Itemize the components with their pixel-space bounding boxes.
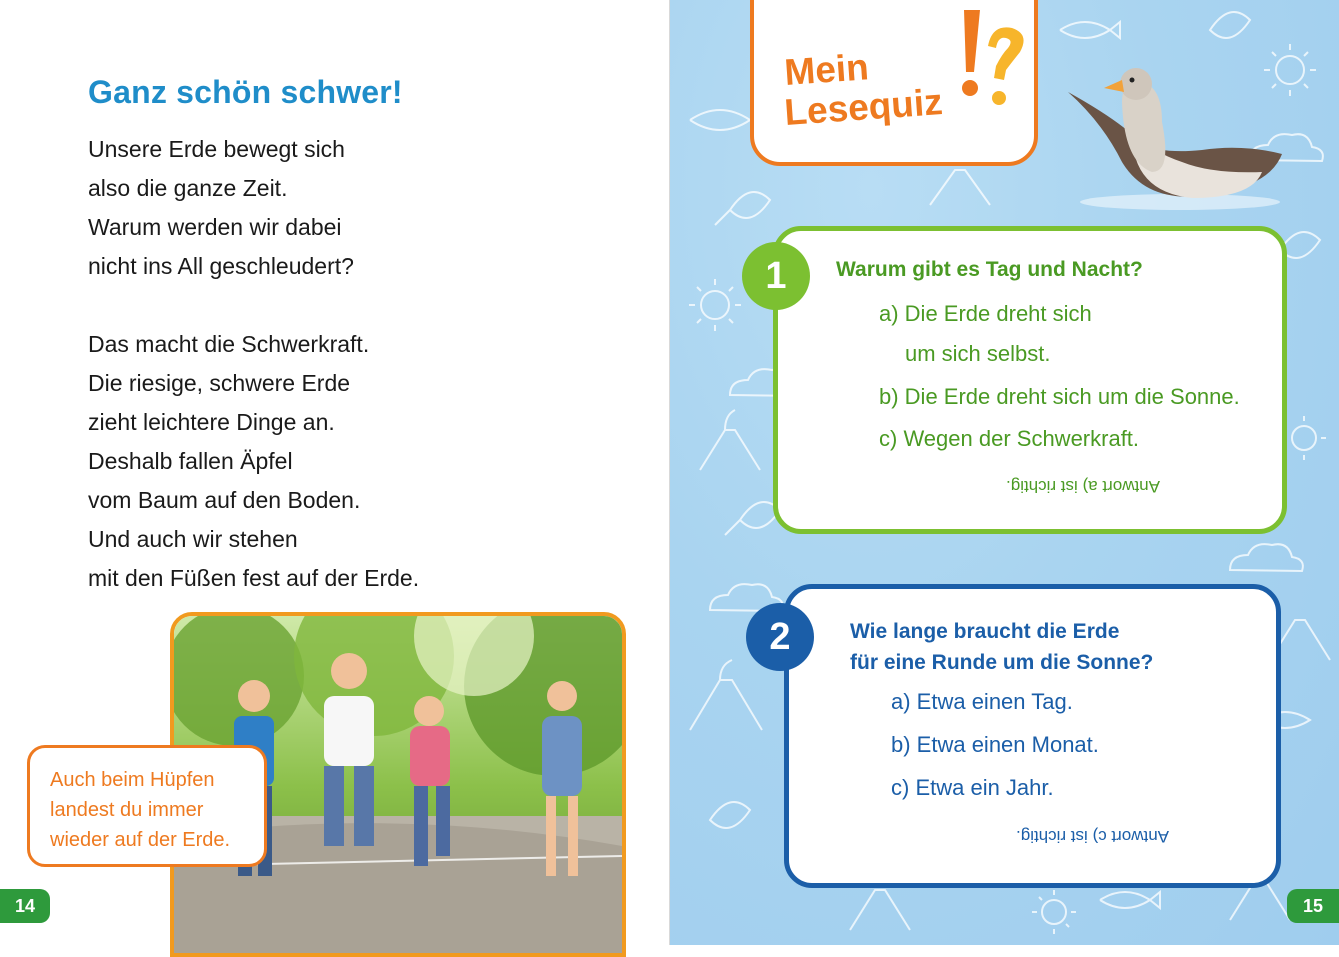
sun-doodle-icon [1282,416,1326,460]
paragraph-2 [88,325,419,598]
right-page [670,0,1339,945]
goose-icon [1062,62,1292,212]
question-1-option-b: b) Die Erde dreht sich um die Sonne. [879,384,1240,409]
page-number-left: 14 [0,889,50,923]
caption-line: wieder auf der Erde. [50,829,231,851]
sun-doodle-icon [689,279,741,331]
quiz-title-line-2: Lesequiz [783,81,944,134]
quiz-title-line-1: Mein [783,46,871,94]
cloud-doodle-icon [1230,544,1303,571]
text-line: vom Baum auf den Boden. [88,487,361,513]
page-heading: Ganz schön schwer! [88,74,403,110]
page-number-right: 15 [1287,889,1339,923]
leaf-doodle-icon [710,802,750,828]
question-2-option-b: b) Etwa einen Monat. [891,732,1099,757]
question-2-line: für eine Runde um die Sonne? [850,651,1154,674]
question-2-text [850,616,1153,678]
fish-doodle-icon [1060,22,1120,38]
question-1-option-c: c) Wegen der Schwerkraft. [879,426,1140,451]
question-2-option-c: c) Etwa ein Jahr. [891,775,1054,800]
fish-doodle-icon [1100,892,1160,908]
caption-line: landest du immer [50,799,204,821]
question-1-answer-upside-down: Antwort a) ist richtig. [1006,477,1160,496]
quiz-title-box [750,0,1038,166]
text-line: Deshalb fallen Äpfel [88,448,293,474]
question-1-text: Warum gibt es Tag und Nacht? [836,258,1143,281]
text-line: Unsere Erde bewegt sich [88,136,345,162]
text-line: Die riesige, schwere Erde [88,370,351,396]
text-line: zieht leichtere Dinge an. [88,409,335,435]
sun-doodle-icon [1032,890,1076,934]
photo-caption [27,745,267,867]
volcano-doodle-icon [850,890,910,930]
paragraph-1 [88,130,354,286]
text-line: Warum werden wir dabei [88,214,342,240]
volcano-doodle-icon [690,660,762,730]
question-2-number-badge: 2 [746,603,814,671]
text-line: Und auch wir stehen [88,526,298,552]
leaf-doodle-icon [715,192,770,225]
question-1-number-badge: 1 [742,242,810,310]
leaf-doodle-icon [1210,12,1250,38]
left-page [0,0,670,945]
caption-line: Auch beim Hüpfen [50,769,215,791]
exclamation-question-icon [950,0,1030,110]
question-2-option-a: a) Etwa einen Tag. [891,689,1073,714]
question-1-option-a-continued: um sich selbst. [905,341,1051,366]
question-2-line: Wie lange braucht die Erde [850,620,1120,643]
text-line: nicht ins All geschleudert? [88,253,354,279]
leaf-doodle-icon [725,502,780,535]
question-2-answer-upside-down: Antwort c) ist richtig. [1016,827,1170,846]
text-line: mit den Füßen fest auf der Erde. [88,565,420,591]
text-line: Das macht die Schwerkraft. [88,331,370,357]
volcano-doodle-icon [700,410,760,470]
question-1-option-a: a) Die Erde dreht sich [879,301,1092,326]
text-line: also die ganze Zeit. [88,175,288,201]
volcano-doodle-icon [930,170,990,205]
